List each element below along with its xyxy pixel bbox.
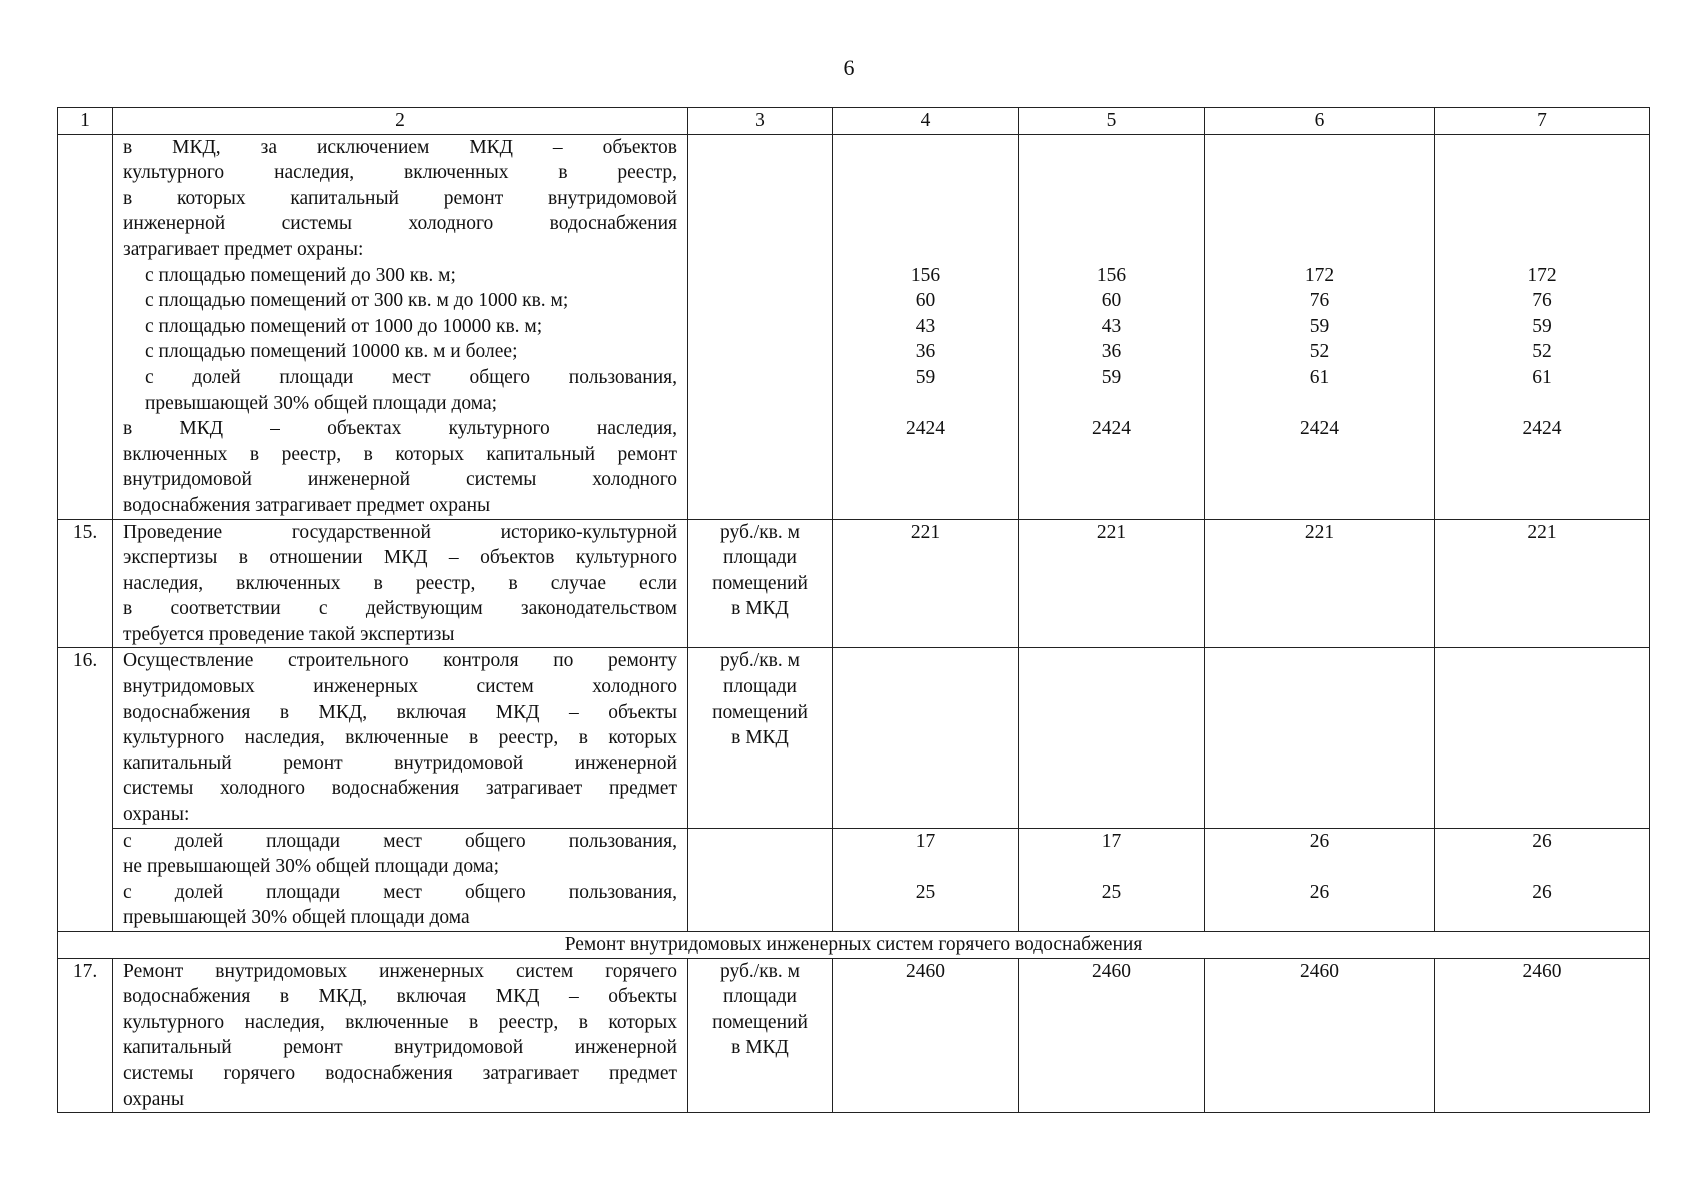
unit-line: в МКД	[731, 727, 789, 749]
value: 59	[1532, 315, 1552, 337]
text-line: в соответствии с действующим законодательством	[123, 598, 677, 620]
value-cell-col6	[1205, 134, 1435, 519]
description-cell	[113, 958, 688, 1113]
unit-line: помещений	[712, 572, 808, 594]
value: 2424	[1522, 418, 1562, 440]
value-cell-col7	[1435, 134, 1650, 519]
unit-line: руб./кв. м	[720, 521, 800, 543]
value: 60	[915, 290, 936, 312]
description-cell	[113, 519, 688, 648]
text-line: Проведение государственной историко-культурной	[123, 521, 677, 543]
unit-line: площади	[723, 676, 797, 698]
share-item-label: превышающей 30% общей площади дома;	[145, 392, 498, 414]
text-line: инженерной системы холодного водоснабжения	[123, 213, 677, 235]
value: 61	[1532, 366, 1552, 388]
text-line: культурного наследия, включенные в реестр, в которых	[123, 1011, 677, 1033]
table-row-16-subitems	[58, 828, 1650, 931]
value: 36	[915, 341, 936, 363]
value: 25	[1101, 881, 1122, 903]
header-col-7: 7	[1435, 108, 1650, 135]
unit-cell	[688, 648, 833, 828]
value: 76	[1309, 290, 1330, 312]
row-number-cell	[58, 134, 113, 519]
unit-line: руб./кв. м	[720, 960, 800, 982]
value: 2424	[906, 418, 945, 440]
text-line: культурного наследия, включенные в реестр, в которых	[123, 727, 677, 749]
value: 61	[1309, 366, 1330, 388]
text-line: Ремонт внутридомовых инженерных систем горячего	[123, 960, 677, 982]
value: 43	[915, 315, 936, 337]
row-number: 15.	[58, 519, 113, 648]
value: 2424	[1092, 418, 1131, 440]
row-number: 16.	[58, 648, 113, 932]
unit-line: руб./кв. м	[720, 650, 800, 672]
text-line: не превышающей 30% общей площади дома;	[123, 856, 500, 878]
header-col-1: 1	[58, 108, 113, 135]
text-line: в МКД, за исключением МКД – объектов	[123, 136, 677, 158]
column-number-header-row	[58, 108, 1650, 135]
text-line: затрагивает предмет охраны:	[123, 238, 364, 260]
section-title: Ремонт внутридомовых инженерных систем горячего водоснабжения	[58, 932, 1650, 959]
area-item-label: с площадью помещений до 300 кв. м;	[145, 264, 456, 286]
value-cell-col4	[833, 828, 1019, 931]
value: 43	[1101, 315, 1122, 337]
value: 36	[1101, 341, 1122, 363]
text-line: капитальный ремонт внутридомовой инженерной	[123, 752, 677, 774]
text-line: водоснабжения затрагивает предмет охраны	[123, 494, 491, 516]
header-col-2: 2	[113, 108, 688, 135]
value: 26	[1532, 881, 1552, 903]
value-cell-col5	[1019, 828, 1205, 931]
description-cell	[113, 648, 688, 828]
value-cell-col7: 221	[1435, 519, 1650, 648]
description-cell	[113, 828, 688, 931]
text-line: культурного наследия, включенных в реестр,	[123, 162, 677, 184]
value: 59	[1101, 366, 1122, 388]
text-line: системы холодного водоснабжения затрагивает предмет	[123, 778, 677, 800]
unit-cell	[688, 958, 833, 1113]
unit-line: в МКД	[731, 1037, 789, 1059]
area-item-label: с площадью помещений от 300 кв. м до 1000 кв. м;	[145, 290, 569, 312]
value-cell-col7: 2460	[1435, 958, 1650, 1113]
value: 156	[1096, 264, 1127, 286]
unit-line: в МКД	[731, 598, 789, 620]
area-item-label: с площадью помещений 10000 кв. м и более;	[145, 341, 518, 363]
value: 17	[1101, 830, 1122, 852]
value: 26	[1309, 881, 1330, 903]
area-item-label: с площадью помещений от 1000 до 10000 кв. м;	[145, 315, 543, 337]
text-line: Осуществление строительного контроля по ремонту	[123, 650, 677, 672]
text-line: превышающей 30% общей площади дома	[123, 907, 470, 929]
value-cell-col4	[833, 648, 1019, 828]
unit-line: площади	[723, 986, 797, 1008]
tariff-table	[57, 107, 1650, 1113]
description-cell	[113, 134, 688, 519]
header-col-4: 4	[833, 108, 1019, 135]
text-line: капитальный ремонт внутридомовой инженерной	[123, 1037, 677, 1059]
text-line: в которых капитальный ремонт внутридомовой	[123, 187, 677, 209]
text-line: требуется проведение такой экспертизы	[123, 623, 455, 645]
value-cell-col7	[1435, 828, 1650, 931]
text-line: наследия, включенных в реестр, в случае если	[123, 572, 677, 594]
value: 59	[915, 366, 936, 388]
value-cell-col5: 221	[1019, 519, 1205, 648]
text-line: охраны:	[123, 804, 190, 826]
value: 52	[1532, 341, 1552, 363]
value-cell-col6	[1205, 828, 1435, 931]
value-cell-col5	[1019, 648, 1205, 828]
text-line: с долей площади мест общего пользования,	[123, 881, 677, 903]
table-row-16	[58, 648, 1650, 828]
section-heading-row	[58, 932, 1650, 959]
share-item-label: с долей площади мест общего пользования,	[145, 366, 677, 388]
text-line: включенных в реестр, в которых капитальный ремонт	[123, 443, 677, 465]
text-line: внутридомовых инженерных систем холодного	[123, 676, 677, 698]
text-line: с долей площади мест общего пользования,	[123, 830, 677, 852]
value: 25	[915, 881, 936, 903]
value-cell-col7	[1435, 648, 1650, 828]
header-col-6: 6	[1205, 108, 1435, 135]
row-number: 17.	[58, 958, 113, 1113]
value-cell-col4: 221	[833, 519, 1019, 648]
value: 76	[1532, 290, 1552, 312]
text-line: в МКД – объектах культурного наследия,	[123, 418, 677, 440]
value: 172	[1527, 264, 1557, 286]
value: 26	[1309, 830, 1330, 852]
value: 172	[1304, 264, 1335, 286]
page-number: 6	[843, 55, 855, 80]
unit-line: площади	[723, 547, 797, 569]
value: 59	[1309, 315, 1330, 337]
text-line: охраны	[123, 1088, 184, 1110]
value: 26	[1532, 830, 1552, 852]
value-cell-col6: 221	[1205, 519, 1435, 648]
unit-cell	[688, 134, 833, 519]
text-line: системы горячего водоснабжения затрагивает предмет	[123, 1062, 677, 1084]
value-cell-col6	[1205, 648, 1435, 828]
value-cell-col4	[833, 134, 1019, 519]
unit-line: помещений	[712, 1011, 808, 1033]
value-cell-col5: 2460	[1019, 958, 1205, 1113]
header-col-3: 3	[688, 108, 833, 135]
value: 52	[1309, 341, 1330, 363]
value-cell-col5	[1019, 134, 1205, 519]
value: 17	[915, 830, 936, 852]
unit-line: помещений	[712, 701, 808, 723]
unit-cell	[688, 519, 833, 648]
text-line: экспертизы в отношении МКД – объектов культурного	[123, 547, 677, 569]
text-line: внутридомовой инженерной системы холодного	[123, 469, 677, 491]
text-line: водоснабжения в МКД, включая МКД – объекты	[123, 701, 677, 723]
value-cell-col6: 2460	[1205, 958, 1435, 1113]
value-cell-col4: 2460	[833, 958, 1019, 1113]
table-row-17	[58, 958, 1650, 1113]
value: 60	[1101, 290, 1122, 312]
header-col-5: 5	[1019, 108, 1205, 135]
value: 156	[910, 264, 941, 286]
value: 2424	[1300, 418, 1339, 440]
unit-cell	[688, 828, 833, 931]
text-line: водоснабжения в МКД, включая МКД – объекты	[123, 986, 677, 1008]
table-row-continuation	[58, 134, 1650, 519]
table-row-15	[58, 519, 1650, 648]
